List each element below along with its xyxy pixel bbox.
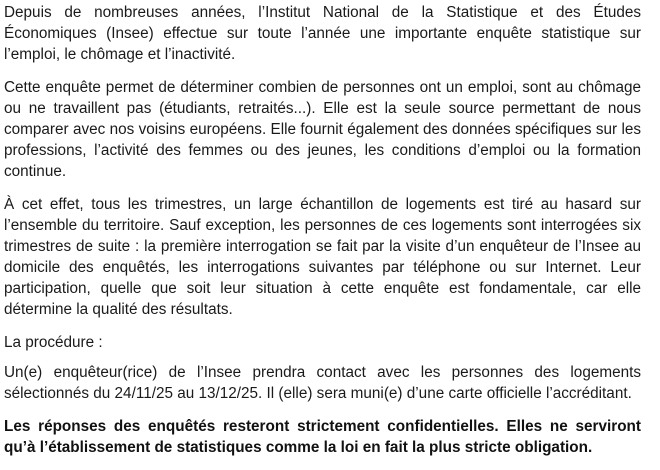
notice-document <box>4 2 641 470</box>
confidentiality-paragraph: Les réponses des enquêtés resteront strictement confidentielles. Elles ne serviront qu’à l’établissement de statistiques comme la loi en fait la plus stricte obligation. <box>4 418 641 456</box>
intro-paragraph: Depuis de nombreuses années, l’Institut National de la Statistique et des Études Économiques (Insee) effectue sur toute l’année une importante enquête statistique sur l’emploi, le chômage et l’inactivité. <box>4 4 641 63</box>
procedure-paragraph: Un(e) enquêteur(rice) de l’Insee prendra contact avec les personnes des logements sélectionnés du 24/11/25 au 13/12/25. Il (elle) sera muni(e) d’une carte officielle l’accréditant. <box>4 364 641 402</box>
procedure-heading: La procédure : <box>4 334 103 351</box>
sampling-paragraph: À cet effet, tous les trimestres, un large échantillon de logements est tiré au hasard sur l’ensemble du territoire. Sauf exception, les personnes de ces logements sont interrogées six trimestres de suite : la première interrogation se fait par la visite d’un enquêteur de l’Insee au domicile des enquêtés, les interrogations suivantes par téléphone ou sur Internet. Leur participation, quelle que soit leur situation à cette enquête est fondamentale, car elle détermine la qualité des résultats. <box>4 196 641 318</box>
survey-purpose-paragraph: Cette enquête permet de déterminer combien de personnes ont un emploi, sont au chômage ou ne travaillent pas (étudiants, retraités...). Elle est la seule source permettant de nous comparer avec nos voisins européens. Elle fournit également des données spécifiques sur les professions, l’activité des femmes ou des jeunes, les conditions d’emploi ou la formation continue. <box>4 79 641 180</box>
